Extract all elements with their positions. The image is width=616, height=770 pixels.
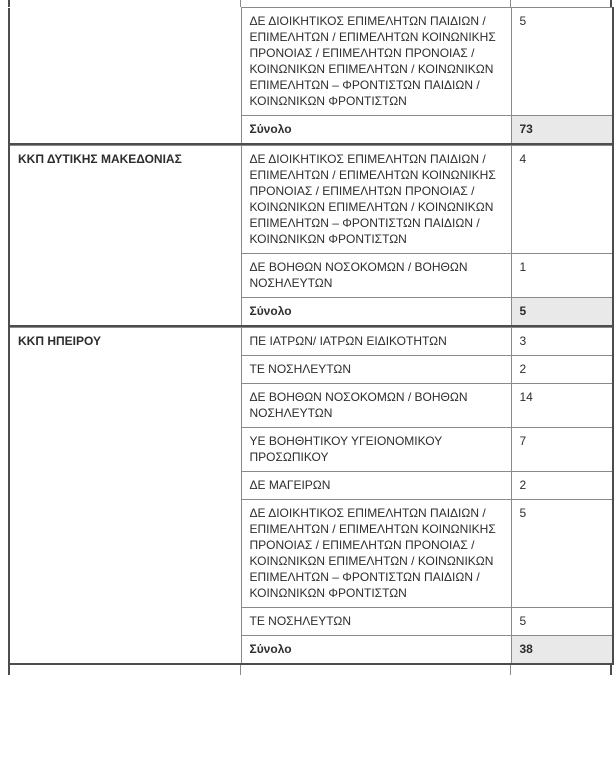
count-cell: 5 [511,8,613,116]
total-label-cell: Σύνολο [241,298,511,327]
count-cell: 2 [511,356,613,384]
count-cell: 14 [511,384,613,428]
table-section-dytikis-makedonias [8,145,614,327]
column-divider [240,0,241,7]
specialty-cell: ΥΕ ΒΟΗΘΗΤΙΚΟΥ ΥΓΕΙΟΝΟΜΙΚΟΥ ΠΡΟΣΩΠΙΚΟΥ [241,428,511,472]
table-row [9,328,613,356]
specialty-cell: ΔΕ ΒΟΗΘΩΝ ΝΟΣΟΚΟΜΩΝ / ΒΟΗΘΩΝ ΝΟΣΗΛΕΥΤΩΝ [241,384,511,428]
table-section-unnamed [8,7,614,145]
total-value-cell: 38 [511,636,613,665]
count-cell: 1 [511,254,613,298]
count-cell: 3 [511,328,613,356]
column-divider [240,665,241,675]
column-divider [510,665,511,675]
specialty-cell: ΠΕ ΙΑΤΡΩΝ/ ΙΑΤΡΩΝ ΕΙΔΙΚΟΤΗΤΩΝ [241,328,511,356]
total-label-cell: Σύνολο [241,636,511,665]
table-top-cropped-row [8,0,612,7]
specialty-cell: ΔΕ ΔΙΟΙΚΗΤΙΚΟΣ ΕΠΙΜΕΛΗΤΩΝ ΠΑΙΔΙΩΝ / ΕΠΙΜΕΛΗΤΩΝ / ΕΠΙΜΕΛΗΤΩΝ ΚΟΙΝΩΝΙΚΗΣ ΠΡΟΝΟΙΑΣ / ΕΠΙΜΕΛΗΤΩΝ ΠΡΟΝΟΙΑΣ / ΚΟΙΝΩΝΙΚΩΝ ΕΠΙΜΕΛΗΤΩΝ / ΚΟΙΝΩΝΙΚΩΝ ΕΠΙΜΕΛΗΤΩΝ – ΦΡΟΝΤΙΣΤΩΝ ΠΑΙΔΙΩΝ / ΚΟΙΝΩΝΙΚΩΝ ΦΡΟΝΤΙΣΤΩΝ [241,8,511,116]
region-cell: ΚΚΠ ΗΠΕΙΡΟΥ [9,328,241,665]
count-cell: 5 [511,500,613,608]
specialty-cell: ΔΕ ΔΙΟΙΚΗΤΙΚΟΣ ΕΠΙΜΕΛΗΤΩΝ ΠΑΙΔΙΩΝ / ΕΠΙΜΕΛΗΤΩΝ / ΕΠΙΜΕΛΗΤΩΝ ΚΟΙΝΩΝΙΚΗΣ ΠΡΟΝΟΙΑΣ / ΕΠΙΜΕΛΗΤΩΝ ΠΡΟΝΟΙΑΣ / ΚΟΙΝΩΝΙΚΩΝ ΕΠΙΜΕΛΗΤΩΝ / ΚΟΙΝΩΝΙΚΩΝ ΕΠΙΜΕΛΗΤΩΝ – ΦΡΟΝΤΙΣΤΩΝ ΠΑΙΔΙΩΝ / ΚΟΙΝΩΝΙΚΩΝ ΦΡΟΝΤΙΣΤΩΝ [241,500,511,608]
total-value-cell: 73 [511,116,613,145]
specialty-cell: ΤΕ ΝΟΣΗΛΕΥΤΩΝ [241,608,511,636]
specialty-cell: ΤΕ ΝΟΣΗΛΕΥΤΩΝ [241,356,511,384]
specialty-cell: ΔΕ ΔΙΟΙΚΗΤΙΚΟΣ ΕΠΙΜΕΛΗΤΩΝ ΠΑΙΔΙΩΝ / ΕΠΙΜΕΛΗΤΩΝ / ΕΠΙΜΕΛΗΤΩΝ ΚΟΙΝΩΝΙΚΗΣ ΠΡΟΝΟΙΑΣ / ΕΠΙΜΕΛΗΤΩΝ ΠΡΟΝΟΙΑΣ / ΚΟΙΝΩΝΙΚΩΝ ΕΠΙΜΕΛΗΤΩΝ / ΚΟΙΝΩΝΙΚΩΝ ΕΠΙΜΕΛΗΤΩΝ – ΦΡΟΝΤΙΣΤΩΝ ΠΑΙΔΙΩΝ / ΚΟΙΝΩΝΙΚΩΝ ΦΡΟΝΤΙΣΤΩΝ [241,146,511,254]
table-row [9,8,613,116]
total-value-cell: 5 [511,298,613,327]
specialty-cell: ΔΕ ΜΑΓΕΙΡΩΝ [241,472,511,500]
region-cell: ΚΚΠ ΔΥΤΙΚΗΣ ΜΑΚΕΔΟΝΙΑΣ [9,146,241,327]
specialty-cell: ΔΕ ΒΟΗΘΩΝ ΝΟΣΟΚΟΜΩΝ / ΒΟΗΘΩΝ ΝΟΣΗΛΕΥΤΩΝ [241,254,511,298]
table-section-ipeirou [8,327,614,665]
column-divider [510,0,511,7]
count-cell: 4 [511,146,613,254]
table-bottom-cropped-row [8,665,612,675]
total-label-cell: Σύνολο [241,116,511,145]
count-cell: 2 [511,472,613,500]
count-cell: 5 [511,608,613,636]
region-cell-empty [9,8,241,145]
table-row [9,146,613,254]
personnel-table [8,0,612,675]
count-cell: 7 [511,428,613,472]
